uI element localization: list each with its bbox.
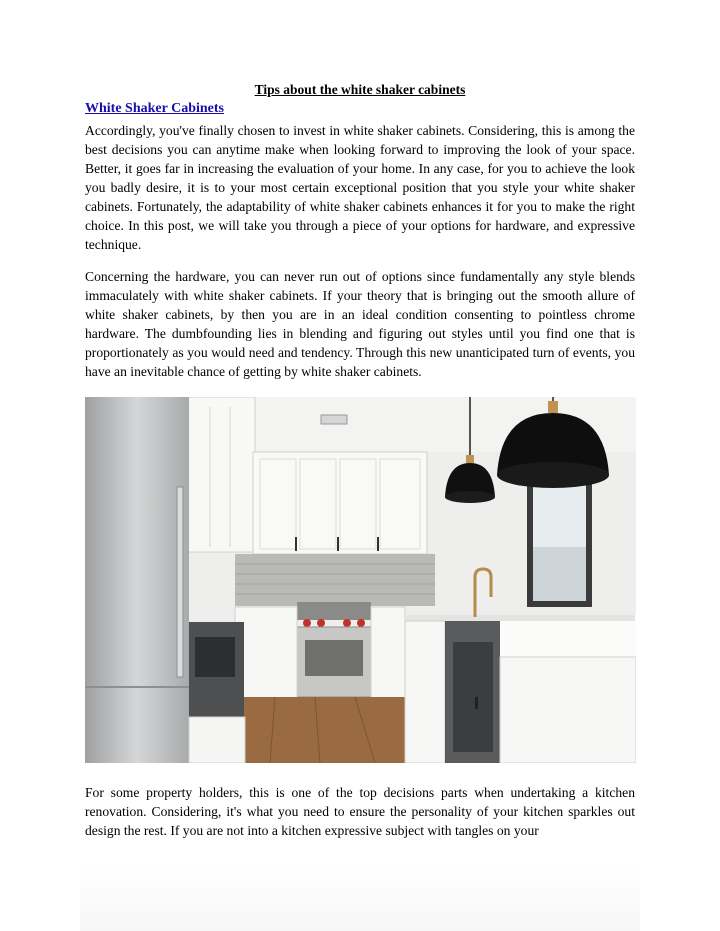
section-heading-link[interactable]: White Shaker Cabinets [85,101,224,116]
page-bottom-area [80,862,640,931]
paragraph-3: For some property holders, this is one of the top decisions parts when undertaking a kitchen renovation. Considering, it's what you need to ensure the personality of your kitchen sparkles out design the rest. If you are not into a kitchen expressive subject with tangles on your [85,785,635,838]
paragraph-2: Concerning the hardware, you can never run out of options since fundamentally any style blends immaculately with white shaker cabinets. If your theory that is bringing out the smooth allure of white shaker cabinets, by then you are in an ideal condition consenting to pointless chrome hardware. The dumbfounding lies in blending and figuring out styles until you find one that is proportionately as you would need and tendency. Through this new unanticipated turn of events, you have an inevitable chance of getting by white shaker cabinets. [85,269,635,379]
kitchen-photo [85,397,636,763]
page-title: Tips about the white shaker cabinets [254,82,466,97]
paragraph-1: Accordingly, you've finally chosen to invest in white shaker cabinets. Considering, this is among the best decisions you can anytime make when looking forward to improving the look of your space. Better, it goes far in increasing the evaluation of your home. In any case, for you to achieve the look you badly desire, it is to your most certain exceptional position that you style your white shaker cabinets. Fortunately, the adaptability of white shaker cabinets enhances it for you to make the right choice. In this post, we will take you through a piece of your options for hardware, and expressive technique. [85,123,635,252]
